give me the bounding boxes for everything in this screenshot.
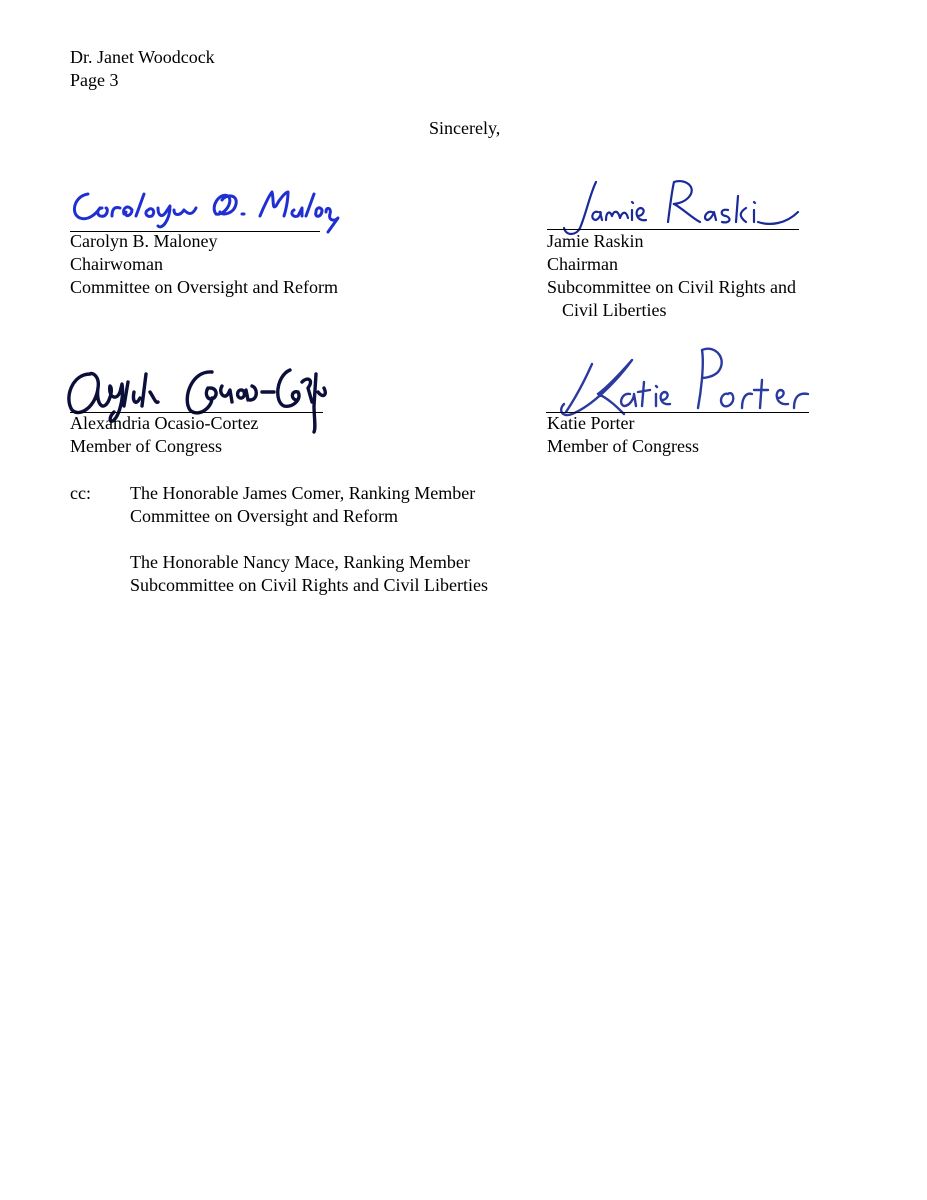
signatory-committee-maloney: Committee on Oversight and Reform [70,277,338,297]
signatory-committee-raskin-line1: Subcommittee on Civil Rights and [547,277,796,297]
signatory-name-maloney: Carolyn B. Maloney [70,231,218,251]
signatory-name-ocasio-cortez: Alexandria Ocasio-Cortez [70,413,259,433]
cc-label: cc: [70,483,91,503]
signatory-name-porter: Katie Porter [547,413,635,433]
cc-recipient-comer-committee: Committee on Oversight and Reform [130,506,398,526]
signatory-title-ocasio-cortez: Member of Congress [70,436,222,456]
closing: Sincerely, [429,118,501,138]
signatory-title-maloney: Chairwoman [70,254,163,274]
recipient-name: Dr. Janet Woodcock [70,47,215,67]
signature-porter [552,342,822,422]
signatory-name-raskin: Jamie Raskin [547,231,644,251]
page-number: Page 3 [70,70,119,90]
cc-recipient-mace-committee: Subcommittee on Civil Rights and Civil Liberties [130,575,488,595]
cc-recipient-comer: The Honorable James Comer, Ranking Member [130,483,476,503]
signatory-title-porter: Member of Congress [547,436,699,456]
cc-recipient-mace: The Honorable Nancy Mace, Ranking Member [130,552,470,572]
signatory-committee-raskin-line2: Civil Liberties [562,300,667,320]
signatory-title-raskin: Chairman [547,254,618,274]
